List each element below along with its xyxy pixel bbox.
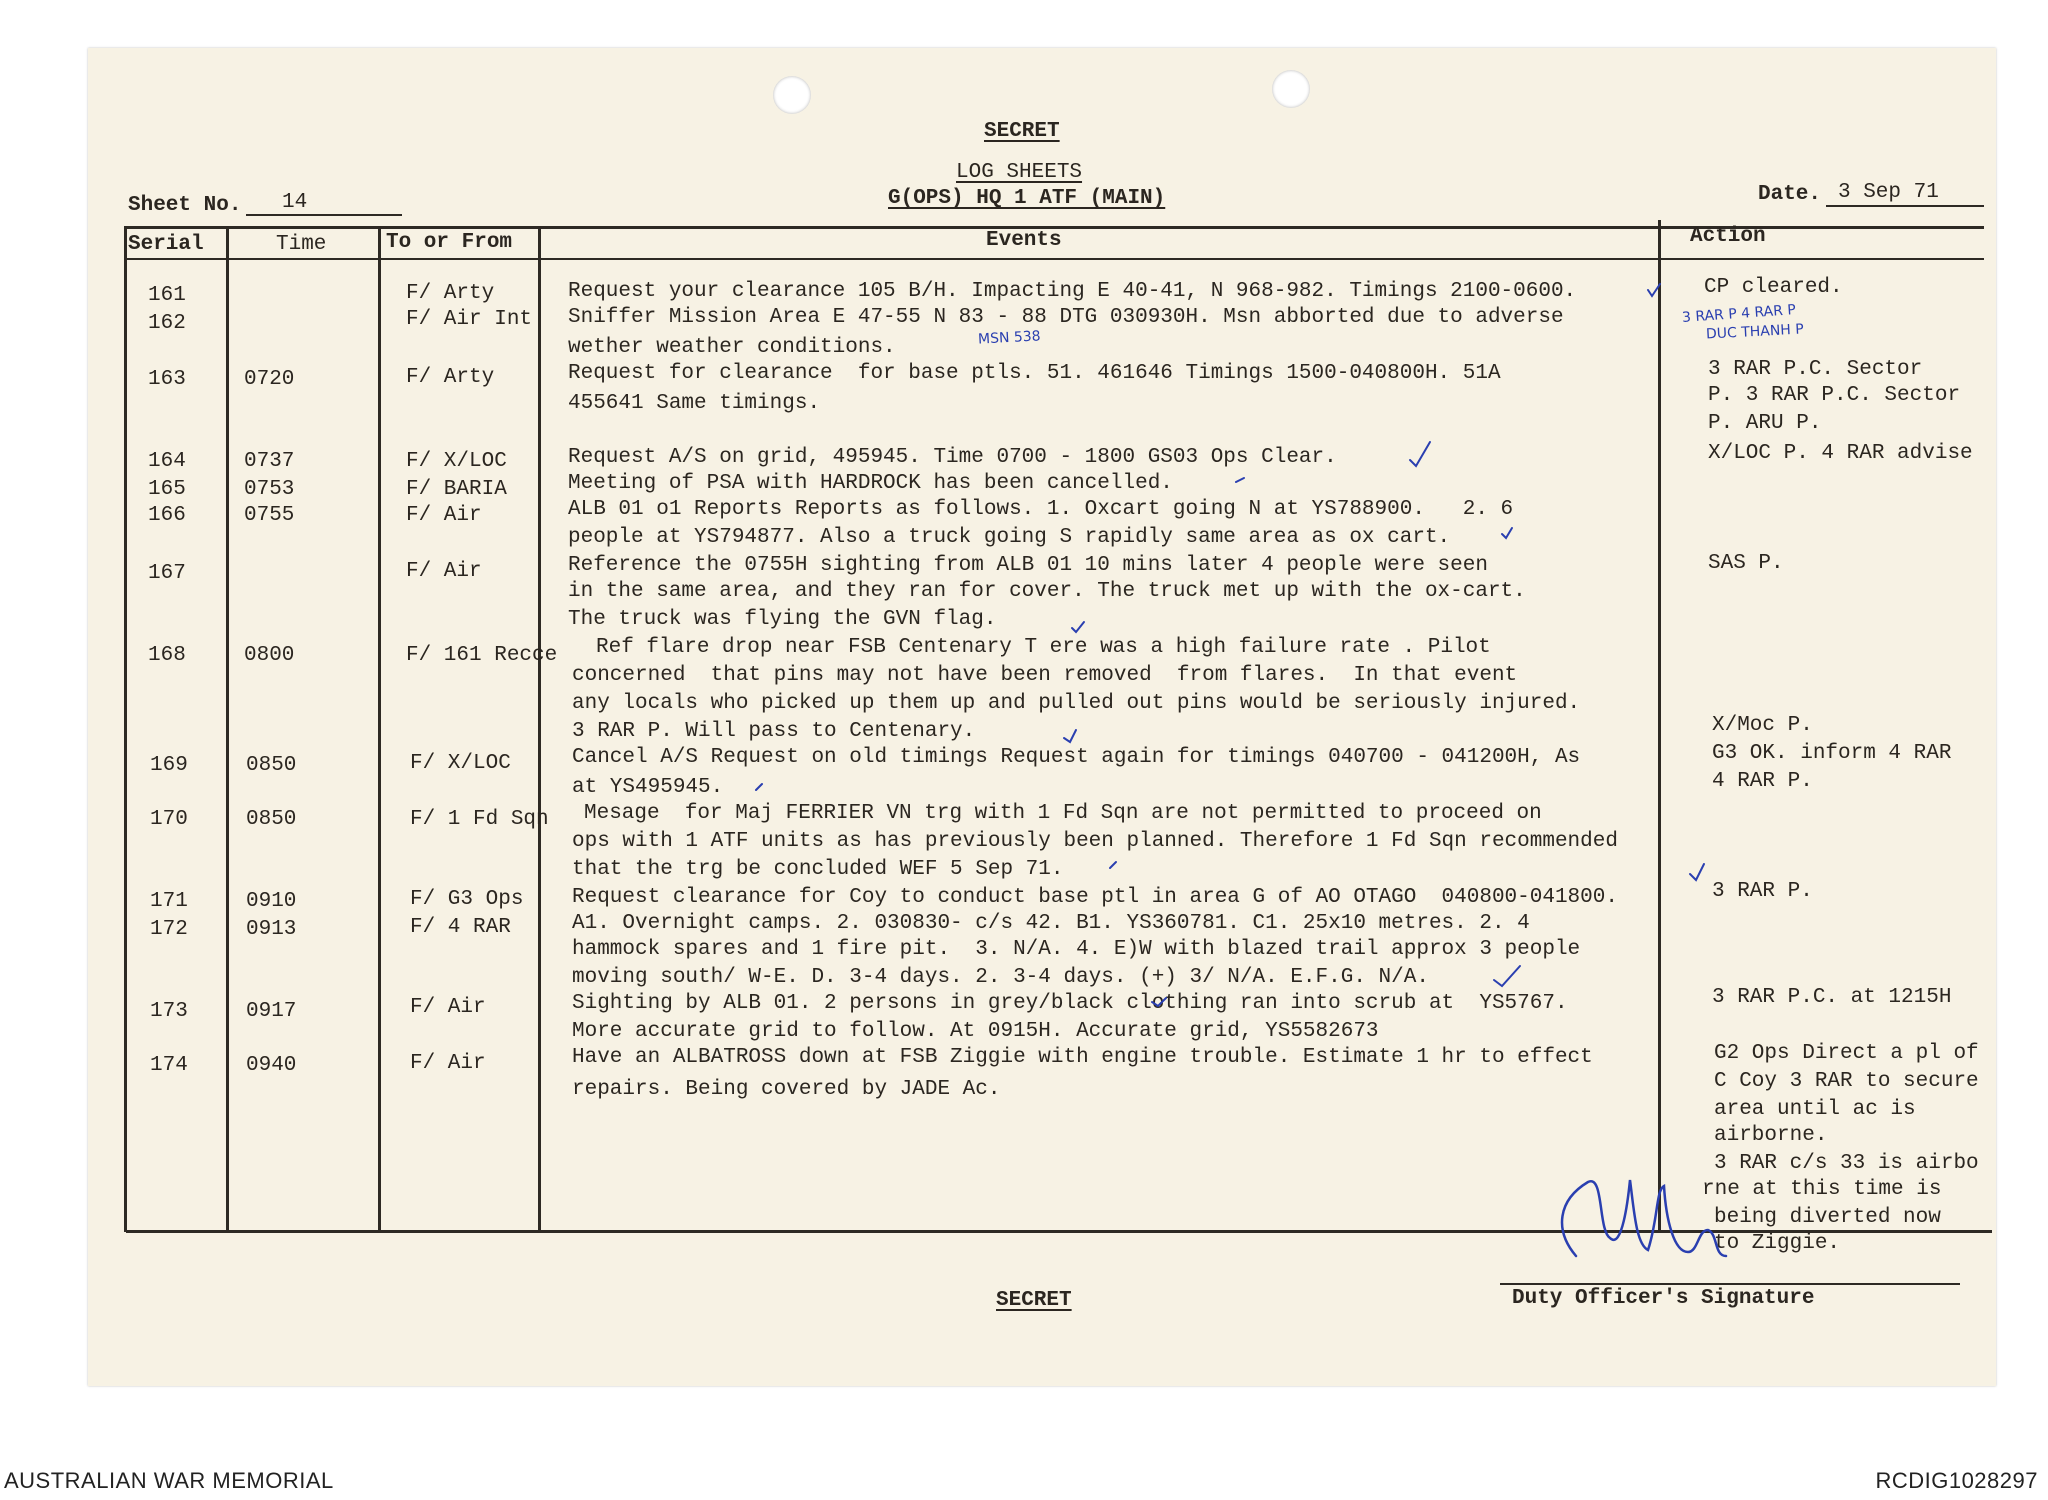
handwritten-note-162-action-2: DUC THANH P: [1705, 321, 1805, 343]
row-163-time: 0720: [244, 368, 295, 391]
handwritten-note-msn: MSN 538: [977, 328, 1042, 348]
row-165-serial: 165: [148, 478, 186, 501]
row-164-from: F/ X/LOC: [406, 450, 507, 473]
row-166-serial: 166: [148, 504, 186, 527]
row-162-from: F/ Air Int: [406, 308, 533, 331]
column-divider-2: [378, 226, 381, 1232]
row-167-serial: 167: [148, 562, 186, 585]
row-171-event-1: Request clearance for Coy to conduct base ptl in area G of AO OTAGO 040800-041800.: [572, 886, 1618, 909]
row-174-event-2: repairs. Being covered by JADE Ac.: [572, 1078, 1001, 1101]
row-169-time: 0850: [246, 754, 297, 777]
row-163-action-3: P. ARU P.: [1708, 412, 1822, 435]
row-173-from: F/ Air: [410, 996, 486, 1019]
row-172-time: 0913: [246, 918, 297, 941]
row-167-event-1: Reference the 0755H sighting from ALB 01 10 mins later 4 people were seen: [568, 554, 1488, 577]
row-169-event-2: at YS495945.: [572, 776, 724, 799]
column-header-action: Action: [1690, 225, 1766, 248]
row-174-serial: 174: [150, 1054, 188, 1077]
row-169-action-1: G3 OK. inform 4 RAR: [1712, 742, 1952, 765]
row-170-from: F/ 1 Fd Sqn: [410, 808, 549, 831]
row-165-from: F/ BARIA: [406, 478, 507, 501]
date-value: 3 Sep 71: [1838, 181, 1939, 204]
row-174-time: 0940: [246, 1054, 297, 1077]
row-168-from: F/ 161 Recce: [406, 644, 558, 667]
row-166-event-2: people at YS794877. Also a truck going S rapidly same area as ox cart.: [568, 526, 1451, 549]
row-163-action-2: P. 3 RAR P.C. Sector: [1708, 384, 1961, 407]
row-161-event-1: Request your clearance 105 B/H. Impacting E 40-41, N 968-982. Timings 2100-0600.: [568, 280, 1577, 303]
row-169-action-2: 4 RAR P.: [1712, 770, 1813, 793]
row-172-event-2: hammock spares and 1 fire pit. 3. N/A. 4. E)W with blazed trail approx 3 people: [572, 938, 1581, 961]
row-171-from: F/ G3 Ops: [410, 888, 524, 911]
row-173-action-1: 3 RAR P.C. at 1215H: [1712, 986, 1952, 1009]
row-174-action-8: to Ziggie.: [1714, 1232, 1841, 1255]
archive-credit: AUSTRALIAN WAR MEMORIAL: [4, 1468, 334, 1493]
row-174-action-1: G2 Ops Direct a pl of: [1714, 1042, 1979, 1065]
row-166-from: F/ Air: [406, 504, 482, 527]
row-167-event-2: in the same area, and they ran for cover. The truck met up with the ox-cart.: [568, 580, 1526, 603]
row-161-from: F/ Arty: [406, 282, 495, 305]
row-163-serial: 163: [148, 368, 186, 391]
row-163-event-1: Request for clearance for base ptls. 51. 461646 Timings 1500-040800H. 51A: [568, 362, 1501, 385]
unit-title: G(OPS) HQ 1 ATF (MAIN): [888, 187, 1166, 210]
table-left-border: [124, 226, 127, 1232]
signature-label: Duty Officer's Signature: [1512, 1287, 1815, 1310]
row-173-serial: 173: [150, 1000, 188, 1023]
column-divider-3: [538, 226, 541, 1232]
row-167-action-1: SAS P.: [1708, 552, 1784, 575]
row-168-action-1: X/Moc P.: [1712, 714, 1813, 737]
row-173-event-1: Sighting by ALB 01. 2 persons in grey/black clothing ran into scrub at YS5767.: [572, 992, 1568, 1015]
row-169-from: F/ X/LOC: [410, 752, 511, 775]
row-164-time: 0737: [244, 450, 295, 473]
row-164-serial: 164: [148, 450, 186, 473]
row-168-event-3: any locals who picked up them up and pulled out pins would be seriously injured.: [572, 692, 1581, 715]
row-174-from: F/ Air: [410, 1052, 486, 1075]
row-168-time: 0800: [244, 644, 295, 667]
row-172-from: F/ 4 RAR: [410, 916, 511, 939]
row-174-action-3: area until ac is: [1714, 1098, 1916, 1121]
row-174-action-7: being diverted now: [1714, 1206, 1941, 1229]
row-168-event-1: Ref flare drop near FSB Centenary T ere was a high failure rate . Pilot: [596, 636, 1491, 659]
row-170-time: 0850: [246, 808, 297, 831]
row-165-event-1: Meeting of PSA with HARDROCK has been cancelled.: [568, 472, 1173, 495]
sheet-number-underline: [246, 214, 402, 216]
sheet-number-label: Sheet No.: [128, 194, 242, 217]
row-163-action-1: 3 RAR P.C. Sector: [1708, 358, 1923, 381]
row-170-serial: 170: [150, 808, 188, 831]
row-171-action-1: 3 RAR P.: [1712, 880, 1813, 903]
row-165-time: 0753: [244, 478, 295, 501]
column-header-events: Events: [986, 229, 1062, 252]
handwritten-note-162-action: 3 RAR P 4 RAR P: [1681, 302, 1797, 326]
table-header-rule: [124, 258, 1984, 260]
row-166-time: 0755: [244, 504, 295, 527]
punch-hole-left: [773, 76, 811, 114]
row-172-event-1: A1. Overnight camps. 2. 030830- c/s 42. B1. YS360781. C1. 25x10 metres. 2. 4: [572, 912, 1530, 935]
row-162-serial: 162: [148, 312, 186, 335]
column-header-to-from: To or From: [386, 231, 513, 254]
row-168-serial: 168: [148, 644, 186, 667]
row-167-event-3: The truck was flying the GVN flag.: [568, 608, 997, 631]
row-169-event-1: Cancel A/S Request on old timings Request again for timings 040700 - 041200H, As: [572, 746, 1581, 769]
row-166-event-1: ALB 01 o1 Reports Reports as follows. 1. Oxcart going N at YS788900. 2. 6: [568, 498, 1514, 521]
row-170-event-1: Mesage for Maj FERRIER VN trg with 1 Fd Sqn are not permitted to proceed on: [584, 802, 1542, 825]
row-162-event-1: Sniffer Mission Area E 47-55 N 83 - 88 DTG 030930H. Msn abborted due to adverse: [568, 306, 1564, 329]
row-173-time: 0917: [246, 1000, 297, 1023]
row-168-event-2: concerned that pins may not have been removed from flares. In that event: [572, 664, 1518, 687]
row-163-from: F/ Arty: [406, 366, 495, 389]
row-174-action-2: C Coy 3 RAR to secure: [1714, 1070, 1979, 1093]
column-header-time: Time: [276, 233, 327, 256]
classification-header: SECRET: [984, 120, 1060, 143]
row-163-event-2: 455641 Same timings.: [568, 392, 821, 415]
row-161-action-1: CP cleared.: [1704, 276, 1843, 299]
document-title: LOG SHEETS: [956, 161, 1083, 184]
punch-hole-right: [1272, 70, 1310, 108]
row-161-serial: 161: [148, 284, 186, 307]
row-174-action-5: 3 RAR c/s 33 is airbo: [1714, 1152, 1979, 1175]
row-164-event-1: Request A/S on grid, 495945. Time 0700 - 1800 GS03 Ops Clear.: [568, 446, 1337, 469]
row-169-serial: 169: [150, 754, 188, 777]
row-174-action-4: airborne.: [1714, 1124, 1828, 1147]
row-167-from: F/ Air: [406, 560, 482, 583]
row-172-serial: 172: [150, 918, 188, 941]
row-170-event-2: ops with 1 ATF units as has previously been planned. Therefore 1 Fd Sqn recommended: [572, 830, 1618, 853]
row-171-time: 0910: [246, 890, 297, 913]
row-168-event-4: 3 RAR P. Will pass to Centenary.: [572, 720, 976, 743]
duty-officer-signature: [1548, 1160, 1748, 1280]
archive-id: RCDIG1028297: [1875, 1468, 2038, 1493]
column-divider-1: [226, 226, 229, 1232]
row-172-event-3: moving south/ W-E. D. 3-4 days. 2. 3-4 days. (+) 3/ N/A. E.F.G. N/A.: [572, 966, 1429, 989]
signature-line: [1500, 1283, 1960, 1285]
row-170-event-3: that the trg be concluded WEF 5 Sep 71.: [572, 858, 1064, 881]
date-underline: [1826, 205, 1984, 207]
row-173-event-2: More accurate grid to follow. At 0915H. Accurate grid, YS5582673: [572, 1020, 1379, 1043]
row-171-serial: 171: [150, 890, 188, 913]
row-174-action-6: rne at this time is: [1702, 1178, 1942, 1201]
column-header-serial: Serial: [128, 233, 204, 256]
column-divider-4: [1658, 220, 1661, 1232]
sheet-number-value: 14: [282, 191, 308, 214]
row-164-action-1: X/LOC P. 4 RAR advise: [1708, 442, 1973, 465]
classification-footer: SECRET: [996, 1289, 1072, 1312]
row-162-event-2: wether weather conditions.: [568, 336, 896, 359]
row-174-event-1: Have an ALBATROSS down at FSB Ziggie with engine trouble. Estimate 1 hr to effect: [572, 1046, 1593, 1069]
date-label: Date.: [1758, 183, 1822, 206]
